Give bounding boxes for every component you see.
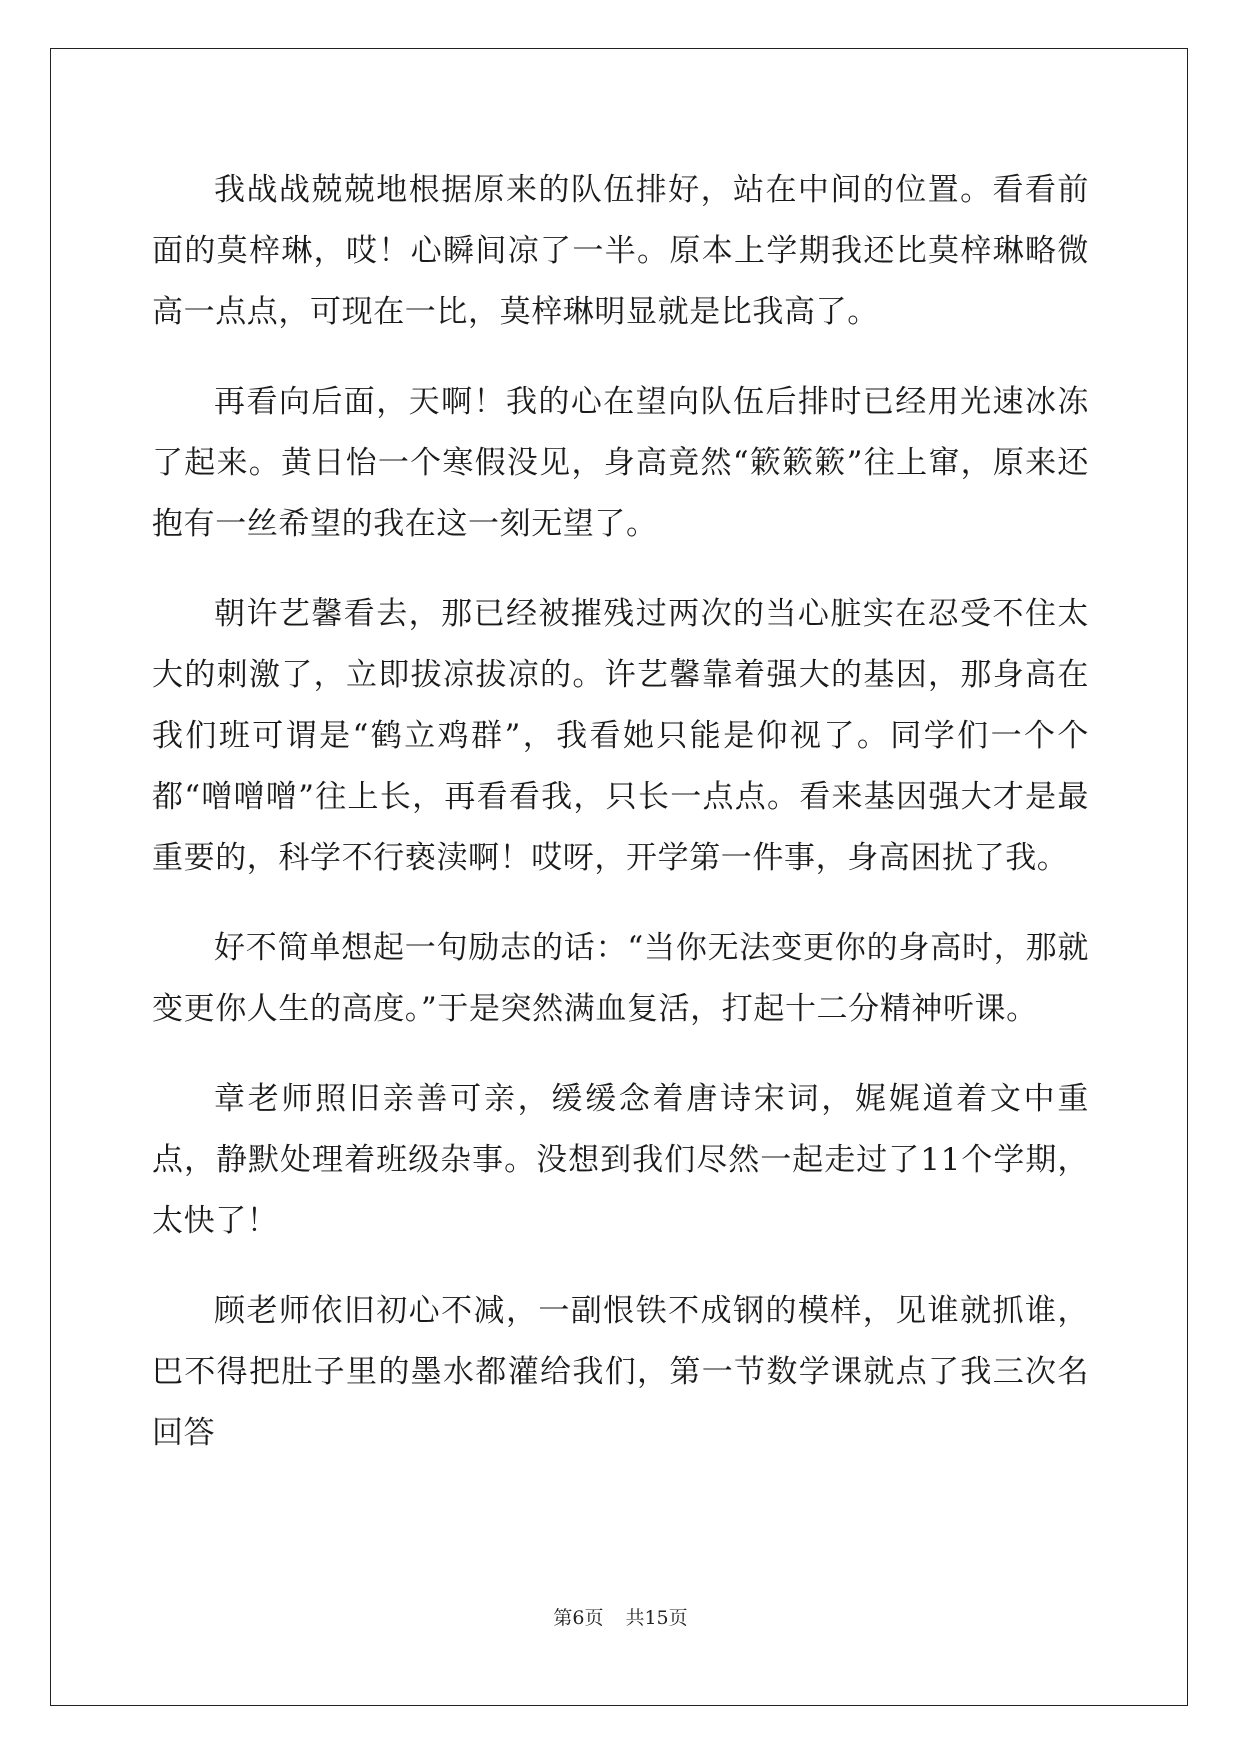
document-body xyxy=(152,160,1089,1493)
paragraph-6: 顾老师依旧初心不减，一副恨铁不成钢的模样，见谁就抓谁，巴不得把肚子里的墨水都灌给我们，第一节数学课就点了我三次名回答 xyxy=(152,1293,1089,1451)
page-total: 共15页 xyxy=(625,1607,688,1629)
page-footer xyxy=(0,1603,1241,1630)
page-number: 第6页 xyxy=(553,1607,604,1629)
paragraph-5: 章老师照旧亲善可亲，缓缓念着唐诗宋词，娓娓道着文中重点，静默处理着班级杂事。没想到我们尽然一起走过了11个学期，太快了！ xyxy=(152,1081,1089,1239)
paragraph-4: 好不简单想起一句励志的话：“当你无法变更你的身高时，那就变更你人生的高度。”于是突然满血复活，打起十二分精神听课。 xyxy=(152,930,1089,1027)
paragraph-1: 我战战兢兢地根据原来的队伍排好，站在中间的位置。看看前面的莫梓琳，哎！心瞬间凉了一半。原本上学期我还比莫梓琳略微高一点点，可现在一比，莫梓琳明显就是比我高了。 xyxy=(152,172,1089,330)
paragraph-2: 再看向后面，天啊！我的心在望向队伍后排时已经用光速冰冻了起来。黄日怡一个寒假没见，身高竟然“簌簌簌”往上窜，原来还抱有一丝希望的我在这一刻无望了。 xyxy=(152,384,1089,542)
paragraph-3: 朝许艺馨看去，那已经被摧残过两次的当心脏实在忍受不住太大的刺激了，立即拔凉拔凉的。许艺馨靠着强大的基因，那身高在我们班可谓是“鹤立鸡群”，我看她只能是仰视了。同学们一个个都“噌噌噌”往上长，再看看我，只长一点点。看来基因强大才是最重要的，科学不行亵渎啊！哎呀，开学第一件事，身高困扰了我。 xyxy=(152,596,1089,876)
